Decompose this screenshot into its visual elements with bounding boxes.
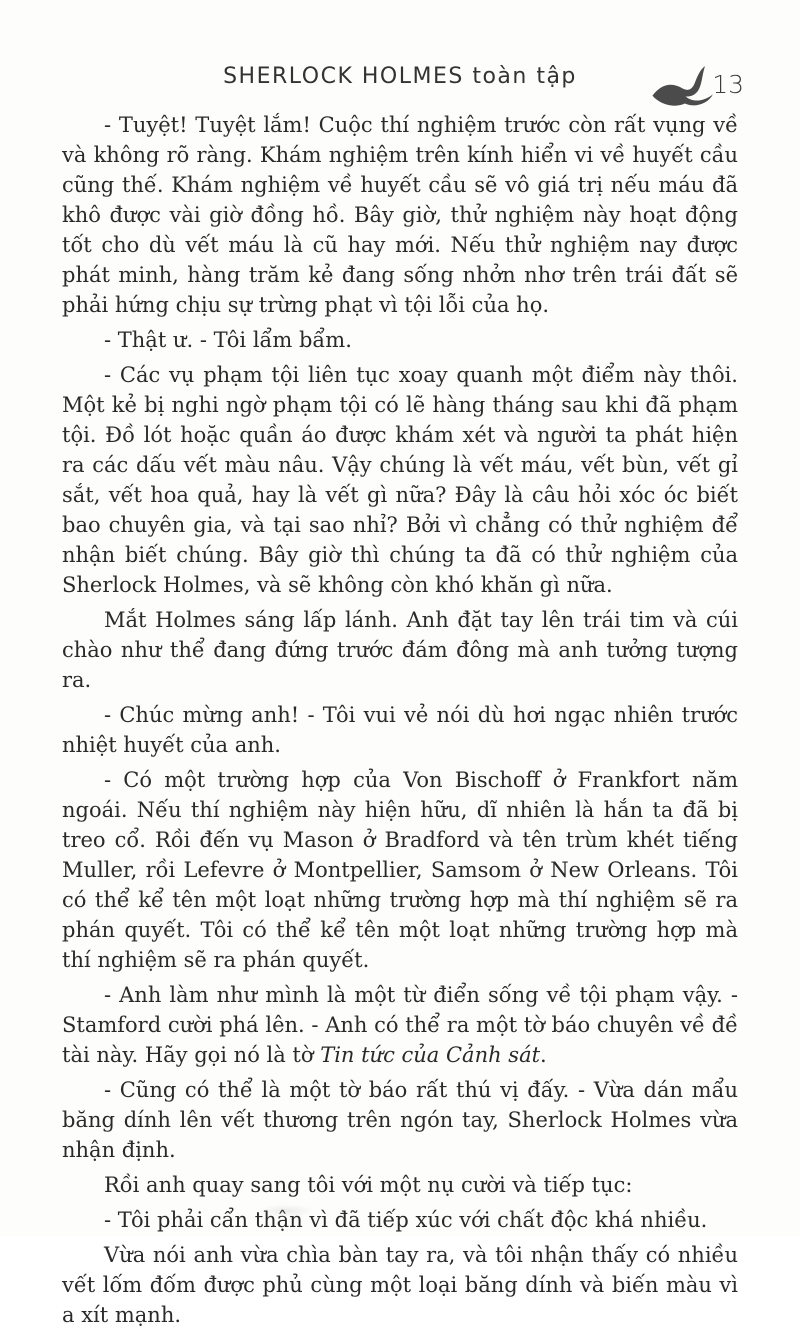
paragraph-text: - Cũng có thể là một tờ báo rất thú vị đấy. - Vừa dán mẩu băng dính lên vết thương trên ngón tay, Sherlock Holmes vừa nhận định. xyxy=(62,1078,738,1162)
paragraph xyxy=(62,360,738,600)
paragraph-text: Mắt Holmes sáng lấp lánh. Anh đặt tay lên trái tim và cúi chào như thể đang đứng trước đám đông mà anh tưởng tượng ra. xyxy=(62,608,738,692)
paragraph-text: - Chúc mừng anh! - Tôi vui vẻ nói dù hơi ngạc nhiên trước nhiệt huyết của anh. xyxy=(62,703,738,757)
paragraph-text: Rồi anh quay sang tôi với một nụ cười và tiếp tục: xyxy=(104,1173,633,1197)
page-number: 13 xyxy=(712,69,744,99)
page-body xyxy=(62,110,738,1335)
page-corner xyxy=(651,58,744,110)
page-header xyxy=(0,58,800,110)
paragraph xyxy=(62,980,738,1070)
paragraph xyxy=(62,110,738,320)
paragraph-text: - Các vụ phạm tội liên tục xoay quanh một điểm này thôi. Một kẻ bị nghi ngờ phạm tội có lẽ hàng tháng sau khi đã phạm tội. Đồ lót hoặc quần áo được khám xét và người ta phát hiện ra các dấu vết màu nâu. Vậy chúng là vết máu, vết bùn, vết gỉ sắt, vết hoa quả, hay là vết gì nữa? Đây là câu hỏi xóc óc biết bao chuyên gia, và tại sao nhỉ? Bởi vì chẳng có thử nghiệm để nhận biết chúng. Bây giờ thì chúng ta đã có thử nghiệm của Sherlock Holmes, và sẽ không còn khó khăn gì nữa. xyxy=(62,363,738,597)
paragraph xyxy=(62,325,738,355)
paragraph-text: - Có một trường hợp của Von Bischoff ở Frankfort năm ngoái. Nếu thí nghiệm này hiện hữu, dĩ nhiên là hắn ta đã bị treo cổ. Rồi đến vụ Mason ở Bradford và tên trùm khét tiếng Muller, rồi Lefevre ở Montpellier, Samsom ở New Orleans. Tôi có thể kể tên một loạt những trường hợp mà thí nghiệm sẽ ra phán quyết. Tôi có thể kể tên một loạt những trường hợp mà thí nghiệm sẽ ra phán quyết. xyxy=(62,768,738,972)
paragraph-text: - Tôi phải cẩn thận vì đã tiếp xúc với chất độc khá nhiều. xyxy=(104,1208,708,1232)
paragraph-text-italic: Tin tức của Cảnh sát xyxy=(320,1043,541,1067)
paragraph-text: - Thật ư. - Tôi lẩm bẩm. xyxy=(104,328,352,352)
running-head-title: SHERLOCK HOLMES toàn tập xyxy=(223,64,577,89)
paragraph xyxy=(62,1075,738,1165)
wave-ornament-path xyxy=(653,66,713,106)
paragraph xyxy=(62,765,738,975)
paragraph-text: - Anh làm như mình là một từ điển sống về tội phạm vậy. - Stamford cười phá lên. - Anh có thể ra một tờ báo chuyên về đề tài này. Hãy gọi nó là tờ xyxy=(62,983,738,1067)
paragraph-text: Vừa nói anh vừa chìa bàn tay ra, và tôi nhận thấy có nhiều vết lốm đốm được phủ cùng một loại băng dính và biến màu vì a xít mạnh. xyxy=(62,1243,738,1327)
paragraph-text: - Tuyệt! Tuyệt lắm! Cuộc thí nghiệm trước còn rất vụng về và không rõ ràng. Khám nghiệm trên kính hiển vi về huyết cầu cũng thế. Khám nghiệm về huyết cầu sẽ vô giá trị nếu máu đã khô được vài giờ đồng hồ. Bây giờ, thử nghiệm này hoạt động tốt cho dù vết máu là cũ hay mới. Nếu thử nghiệm nay được phát minh, hàng trăm kẻ đang sống nhởn nhơ trên trái đất sẽ phải hứng chịu sự trừng phạt vì tội lỗi của họ. xyxy=(62,113,738,317)
paragraph xyxy=(62,605,738,695)
paragraph xyxy=(62,1170,738,1200)
paragraph xyxy=(62,1205,738,1235)
paragraph-text: . xyxy=(540,1043,547,1067)
paragraph xyxy=(62,1240,738,1330)
paragraph xyxy=(62,700,738,760)
